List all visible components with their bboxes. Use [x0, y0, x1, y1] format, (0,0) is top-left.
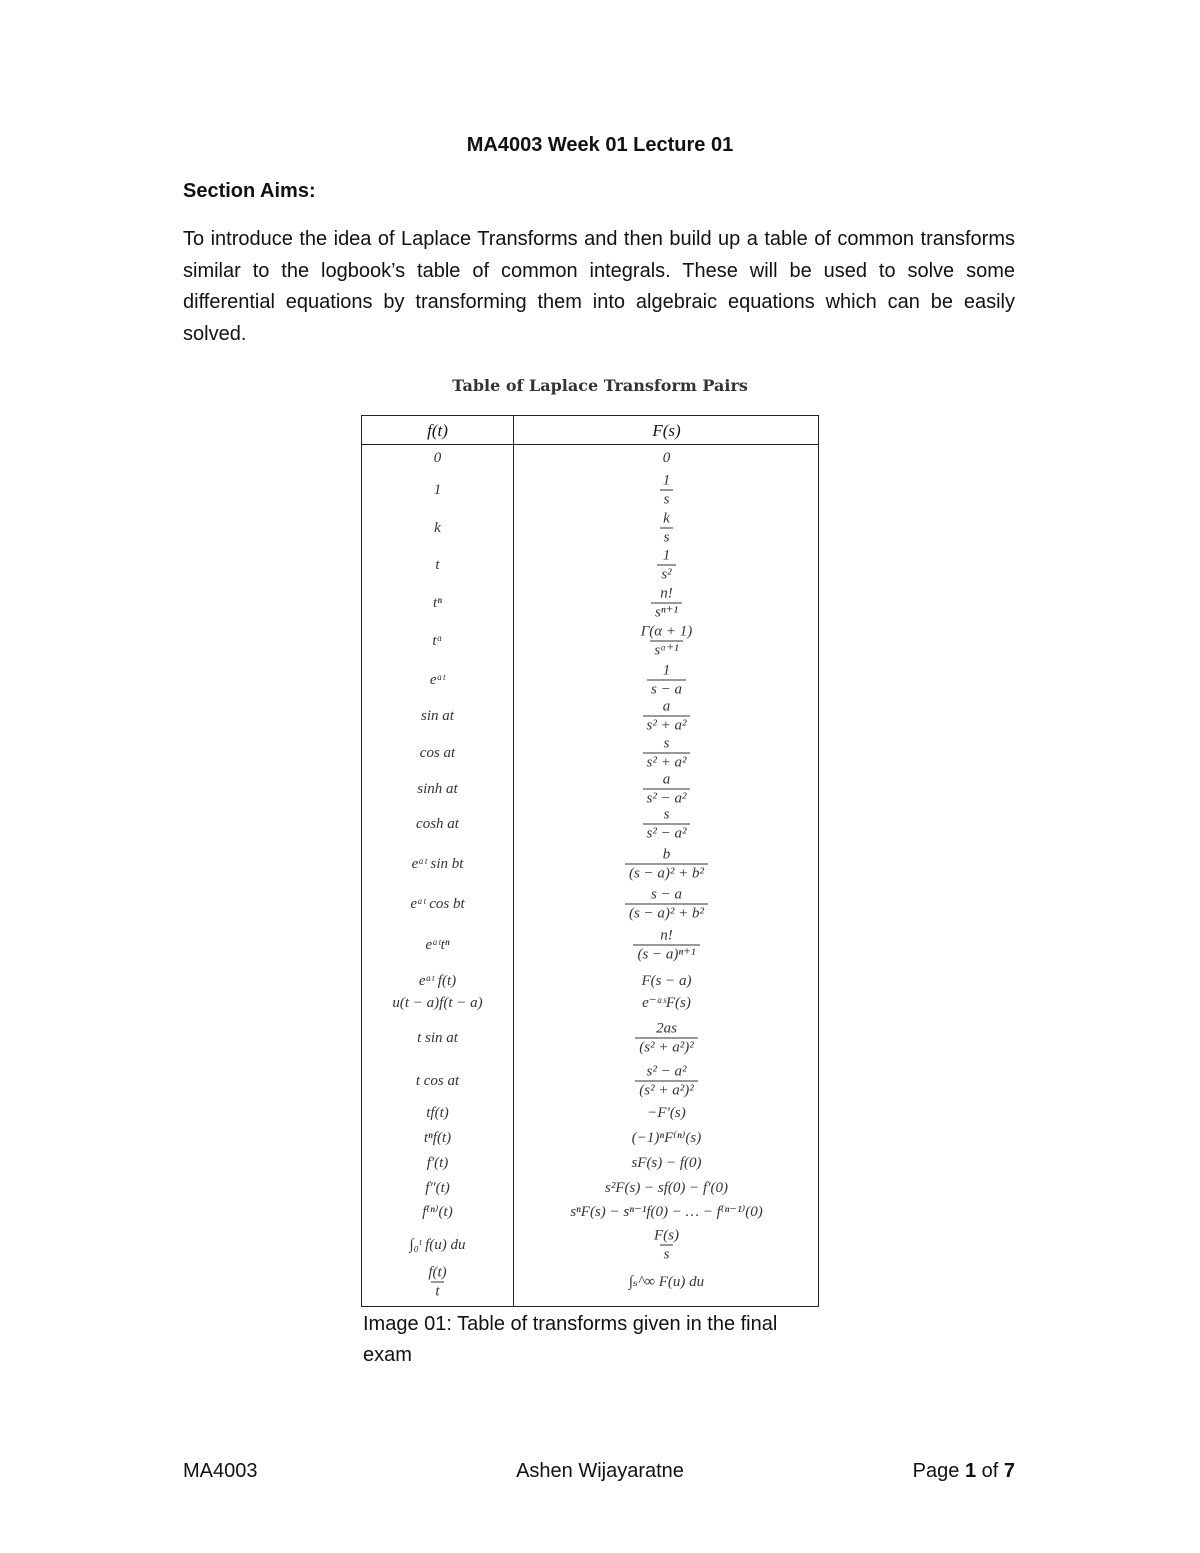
intro-paragraph: To introduce the idea of Laplace Transforms and then build up a table of common transforms similar to the logbook’s table of common integrals. These will be used to solve some differential equations by transforming them into algebraic equations which can be easily solved. [183, 228, 1015, 345]
f-expression: cos at [419, 745, 456, 761]
row-F-of-s [515, 771, 818, 808]
f-expression: t sin at [417, 1030, 458, 1046]
F-numerator: 2as [656, 1020, 677, 1037]
row-f-of-t [362, 815, 513, 833]
page-total: 7 [1003, 1460, 1015, 1482]
row-F-of-s [515, 927, 818, 964]
F-numerator: s [663, 806, 670, 823]
F-numerator: a [662, 771, 671, 788]
row-F-of-s [515, 510, 818, 547]
F-numerator: s² − a² [646, 1063, 687, 1080]
section-heading: Section Aims: [183, 180, 316, 202]
F-numerator: k [663, 510, 670, 527]
row-F-of-s [515, 1129, 818, 1147]
page-current: 1 [964, 1460, 977, 1482]
row-f-of-t [362, 556, 513, 574]
row-F-of-s [515, 1179, 818, 1197]
row-f-of-t [362, 1072, 513, 1090]
f-expression: eᵃᵗ cos bt [410, 896, 465, 912]
header-divider [362, 444, 818, 445]
F-expression: e⁻ᵃˢF(s) [642, 995, 691, 1011]
f-expression: f′(t) [426, 1155, 449, 1171]
row-f-of-t [362, 780, 513, 798]
footer-course-code: MA4003 [183, 1460, 258, 1482]
F-expression: −F′(s) [647, 1105, 686, 1121]
row-F-of-s [515, 1104, 818, 1122]
row-F-of-s [515, 698, 818, 735]
F-denominator: sⁿ⁺¹ [651, 603, 682, 622]
row-f-of-t [362, 449, 513, 467]
row-F-of-s [515, 449, 818, 467]
f-expression: k [434, 520, 441, 536]
row-F-of-s [515, 1227, 818, 1264]
f-expression: eᵃᵗtⁿ [425, 937, 450, 953]
f-expression: ∫₀ᵗ f(u) du [409, 1237, 466, 1253]
F-denominator: s² + a² [643, 753, 691, 772]
row-f-of-t [362, 972, 513, 990]
f-expression: t cos at [415, 1073, 460, 1089]
F-denominator: (s − a)² + b² [625, 904, 708, 923]
F-numerator: 1 [662, 472, 671, 489]
F-denominator: s [660, 1245, 674, 1264]
row-f-of-t [362, 1179, 513, 1197]
f-expression: cosh at [416, 816, 459, 832]
F-expression: sF(s) − f(0) [631, 1155, 702, 1171]
F-expression: s²F(s) − sf(0) − f′(0) [604, 1180, 728, 1196]
row-f-of-t [362, 707, 513, 725]
F-expression: (−1)ⁿF⁽ⁿ⁾(s) [631, 1130, 702, 1146]
F-numerator: Γ(α + 1) [640, 623, 693, 640]
row-F-of-s [515, 1063, 818, 1100]
F-numerator: a [662, 698, 671, 715]
row-F-of-s [515, 472, 818, 509]
row-f-of-t [362, 855, 513, 873]
row-F-of-s [515, 1203, 818, 1221]
F-numerator: n! [660, 585, 673, 602]
F-expression: ∫ₛ^∞ F(u) du [628, 1274, 705, 1290]
f-expression: eᵃᵗ sin bt [411, 856, 464, 872]
header-f-of-t: f(t) [427, 421, 448, 440]
laplace-transform-table [361, 415, 819, 1307]
F-denominator: s² [657, 565, 675, 584]
row-f-of-t [362, 519, 513, 537]
F-expression: F(s − a) [641, 973, 692, 989]
row-F-of-s [515, 585, 818, 622]
F-denominator: sᵅ⁺¹ [650, 641, 682, 660]
F-numerator: 1 [662, 662, 671, 679]
row-F-of-s [515, 662, 818, 699]
row-f-of-t [362, 671, 513, 689]
f-expression: 0 [433, 450, 442, 466]
row-F-of-s [515, 547, 818, 584]
f-expression: tᵅ [432, 633, 443, 649]
f-expression: eᵃᵗ [429, 672, 446, 688]
F-denominator: (s² + a²)² [635, 1038, 697, 1057]
F-denominator: s [660, 490, 674, 509]
footer-author: Ashen Wijayaratne [516, 1460, 684, 1482]
row-f-of-t [362, 1236, 513, 1254]
row-F-of-s [515, 735, 818, 772]
row-f-of-t [362, 1203, 513, 1221]
row-F-of-s [515, 1154, 818, 1172]
f-expression: sinh at [417, 781, 458, 797]
F-numerator: s [663, 735, 670, 752]
footer-page-number [913, 1460, 1015, 1483]
F-denominator: s² − a² [643, 824, 691, 843]
F-expression: 0 [662, 450, 671, 466]
row-F-of-s [515, 972, 818, 990]
row-F-of-s [515, 886, 818, 923]
f-numerator: f(t) [428, 1264, 447, 1281]
page-title: MA4003 Week 01 Lecture 01 [466, 134, 734, 156]
row-F-of-s [515, 1273, 818, 1291]
f-expression: eᵃᵗ f(t) [418, 973, 457, 989]
figure-caption: Image 01: Table of transforms given in the final exam [363, 1313, 778, 1366]
F-numerator: s − a [651, 886, 682, 903]
f-expression: 1 [433, 482, 442, 498]
F-denominator: (s − a)ⁿ⁺¹ [633, 945, 699, 964]
F-denominator: s − a [647, 680, 686, 699]
row-F-of-s [515, 994, 818, 1012]
row-f-of-t [362, 632, 513, 650]
row-F-of-s [515, 623, 818, 660]
F-denominator: (s² + a²)² [635, 1081, 697, 1100]
row-f-of-t [362, 594, 513, 612]
f-denominator: t [431, 1282, 443, 1301]
header-F-of-s: F(s) [652, 421, 681, 440]
f-expression: tⁿf(t) [423, 1130, 452, 1146]
row-f-of-t [362, 994, 513, 1012]
F-denominator: s² − a² [643, 789, 691, 808]
F-numerator: n! [660, 927, 673, 944]
page-word: Page [912, 1460, 960, 1482]
F-denominator: (s − a)² + b² [625, 864, 708, 883]
page-of: of [981, 1460, 999, 1482]
F-numerator: F(s) [654, 1227, 679, 1244]
row-f-of-t [362, 1029, 513, 1047]
row-F-of-s [515, 846, 818, 883]
row-f-of-t [362, 1104, 513, 1122]
f-expression: u(t − a)f(t − a) [392, 995, 483, 1011]
row-f-of-t [362, 1154, 513, 1172]
F-numerator: b [662, 846, 671, 863]
column-divider [513, 416, 514, 1306]
row-f-of-t [362, 744, 513, 762]
row-f-of-t [362, 481, 513, 499]
f-expression: tf(t) [426, 1105, 449, 1121]
F-expression: sⁿF(s) − sⁿ⁻¹f(0) − … − f⁽ⁿ⁻¹⁾(0) [570, 1204, 763, 1220]
f-expression: f″(t) [425, 1180, 450, 1196]
table-caption: Table of Laplace Transform Pairs [452, 376, 748, 395]
F-numerator: 1 [662, 547, 671, 564]
row-f-of-t [362, 895, 513, 913]
f-expression: sin at [421, 708, 454, 724]
F-denominator: s² + a² [643, 716, 691, 735]
row-f-of-t [362, 1264, 513, 1301]
f-expression: t [435, 557, 440, 573]
row-F-of-s [515, 1020, 818, 1057]
row-f-of-t [362, 936, 513, 954]
f-expression: f⁽ⁿ⁾(t) [422, 1204, 453, 1220]
f-expression: tⁿ [433, 595, 442, 611]
F-denominator: s [660, 528, 674, 547]
row-F-of-s [515, 806, 818, 843]
row-f-of-t [362, 1129, 513, 1147]
